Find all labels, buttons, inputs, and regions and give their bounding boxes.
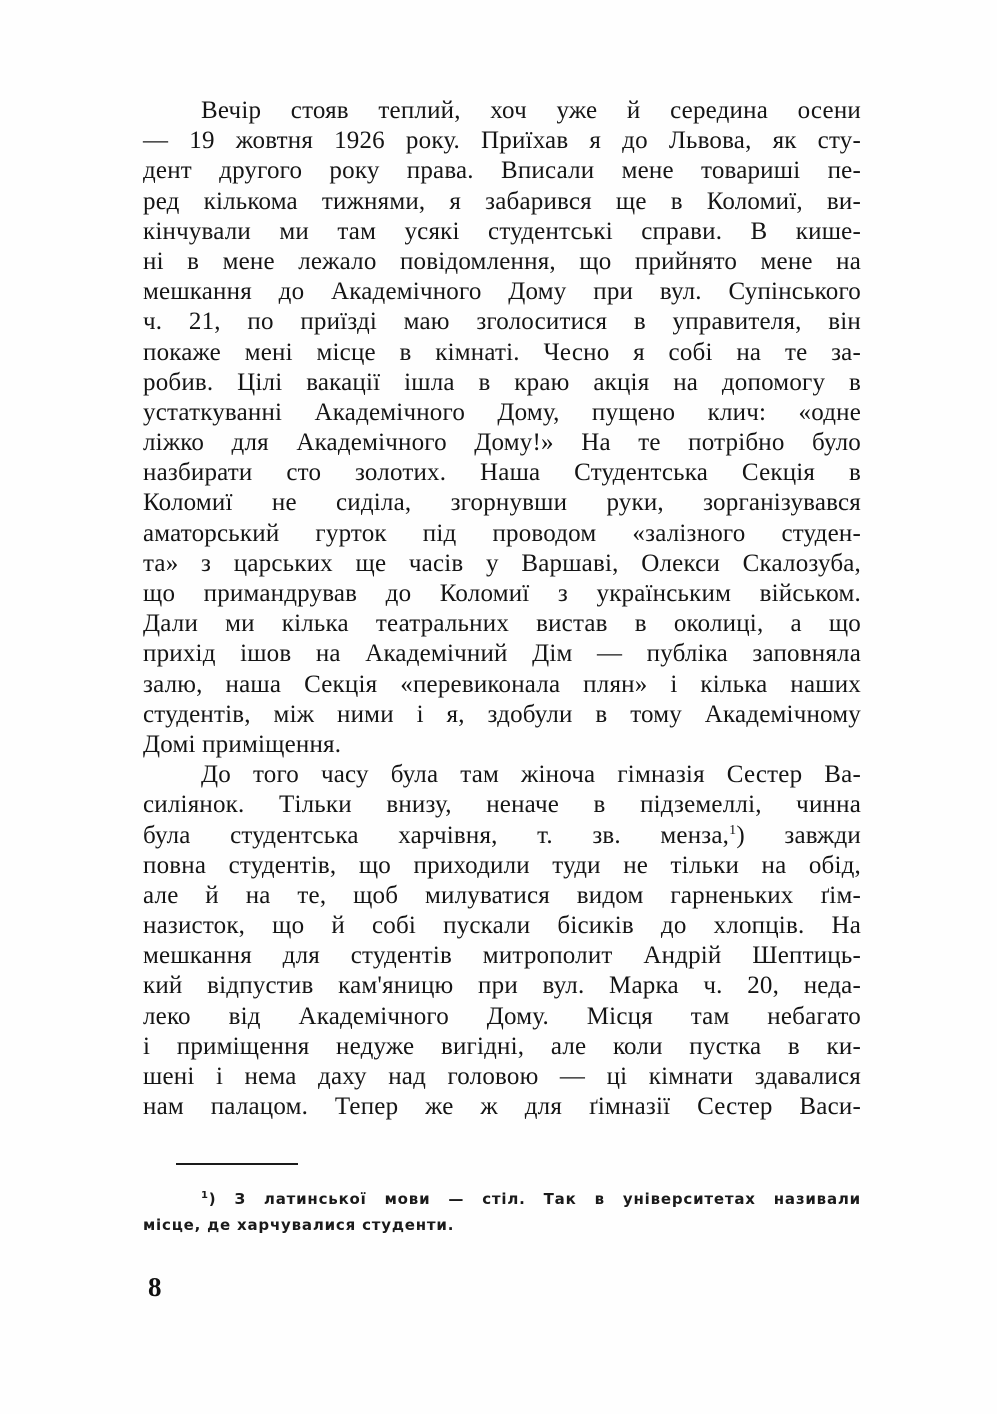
text-line: що примандрував до Коломиї з українським військом. (143, 580, 861, 607)
text-fragment: ) завжди (736, 821, 861, 849)
text-line: устаткуванні Академічного Дому, пущено клич: «одне (143, 398, 861, 426)
text-line: Коломиї не сиділа, згорнувши руки, зорганізувався (143, 489, 861, 517)
text-line: леко від Академічного Дому. Місця там небагато (143, 1002, 861, 1030)
text-line: Дали ми кілька театральних вистав в околиці, а що (143, 610, 861, 638)
footnote-marker-paren: ) (208, 1190, 217, 1208)
text-line: та» з царських ще часів у Варшаві, Олекси Скалозуба, (143, 549, 861, 577)
text-line: прихід ішов на Академічний Дім — публіка заповняла (143, 640, 861, 668)
text-line: ч. 21, по приїзді маю зголоситися в управителя, він (143, 308, 861, 336)
text-line: мешкання для студентів митрополит Андрій Шептиць- (143, 942, 861, 970)
footnote-divider (176, 1163, 298, 1165)
page-number: 8 (148, 1272, 162, 1302)
text-line: покаже мені місце в кімнаті. Чесно я собі на те за- (143, 338, 861, 366)
footnote-line: місце, де харчувалися студенти. (143, 1216, 455, 1234)
text-line: залю, наша Секція «перевиконала плян» і кілька наших (143, 670, 861, 698)
footnote-reference[interactable]: 1 (729, 822, 737, 838)
text-line: робив. Цілі вакації ішла в краю акція на допомогу в (143, 368, 861, 396)
text-line: нам палацом. Тепер же ж для ґімназії Сестер Васи- (143, 1093, 861, 1121)
text-line: силіянок. Тільки внизу, неначе в підземеллі, чинна (143, 791, 861, 819)
text-line: кінчували ми там усякі студентські справи. В кише- (143, 217, 861, 245)
text-line: шені і нема даху над головою — ці кімнати здавалися (143, 1063, 861, 1090)
text-line: дент другого року права. Вписали мене товариші пе- (143, 157, 861, 185)
text-line: мешкання до Академічного Дому при вул. Супінського (143, 278, 861, 306)
text-line: ліжко для Академічного Дому!» На те потрібно було (143, 429, 861, 457)
text-fragment: була студентська харчівня, т. зв. менза, (143, 821, 730, 849)
footnote-line (143, 1186, 861, 1212)
text-line: аматорський гурток під проводом «залізного студен- (143, 519, 861, 547)
footnote-marker: 1 (201, 1190, 209, 1201)
text-line: і приміщення недуже вигідні, але коли пустка в ки- (143, 1032, 861, 1060)
text-line: студентів, між ними і я, здобули в тому Академічному (143, 700, 861, 728)
text-line: До того часу була там жіноча гімназія Сестер Ва- (201, 761, 861, 789)
text-line: але й на те, щоб милуватися видом гарненьких ґім- (143, 881, 861, 909)
text-line-with-footnote (143, 821, 861, 851)
text-line: повна студентів, що приходили туди не тільки на обід, (143, 851, 861, 879)
text-line: — 19 жовтня 1926 року. Приїхав я до Львова, як сту- (143, 127, 861, 155)
text-line: ні в мене лежало повідомлення, що прийнято мене на (143, 247, 861, 275)
text-line: ред кількома тижнями, я забарився ще в Коломиї, ви- (143, 187, 861, 215)
main-text (143, 96, 861, 1122)
text-line: назбирати сто золотих. Наша Студентська Секція в (143, 459, 861, 487)
footnote (143, 1186, 861, 1238)
text-line: Вечір стояв теплий, хоч уже й середина осени (201, 97, 861, 124)
text-line: кий відпустив кам'яницю при вул. Марка ч. 20, неда- (143, 972, 861, 1000)
text-line: назисток, що й собі пускали бісиків до хлопців. На (143, 912, 861, 940)
footnote-text: З латинської мови — стіл. Так в університетах називали (216, 1190, 861, 1208)
text-line: Домі приміщення. (143, 730, 342, 758)
